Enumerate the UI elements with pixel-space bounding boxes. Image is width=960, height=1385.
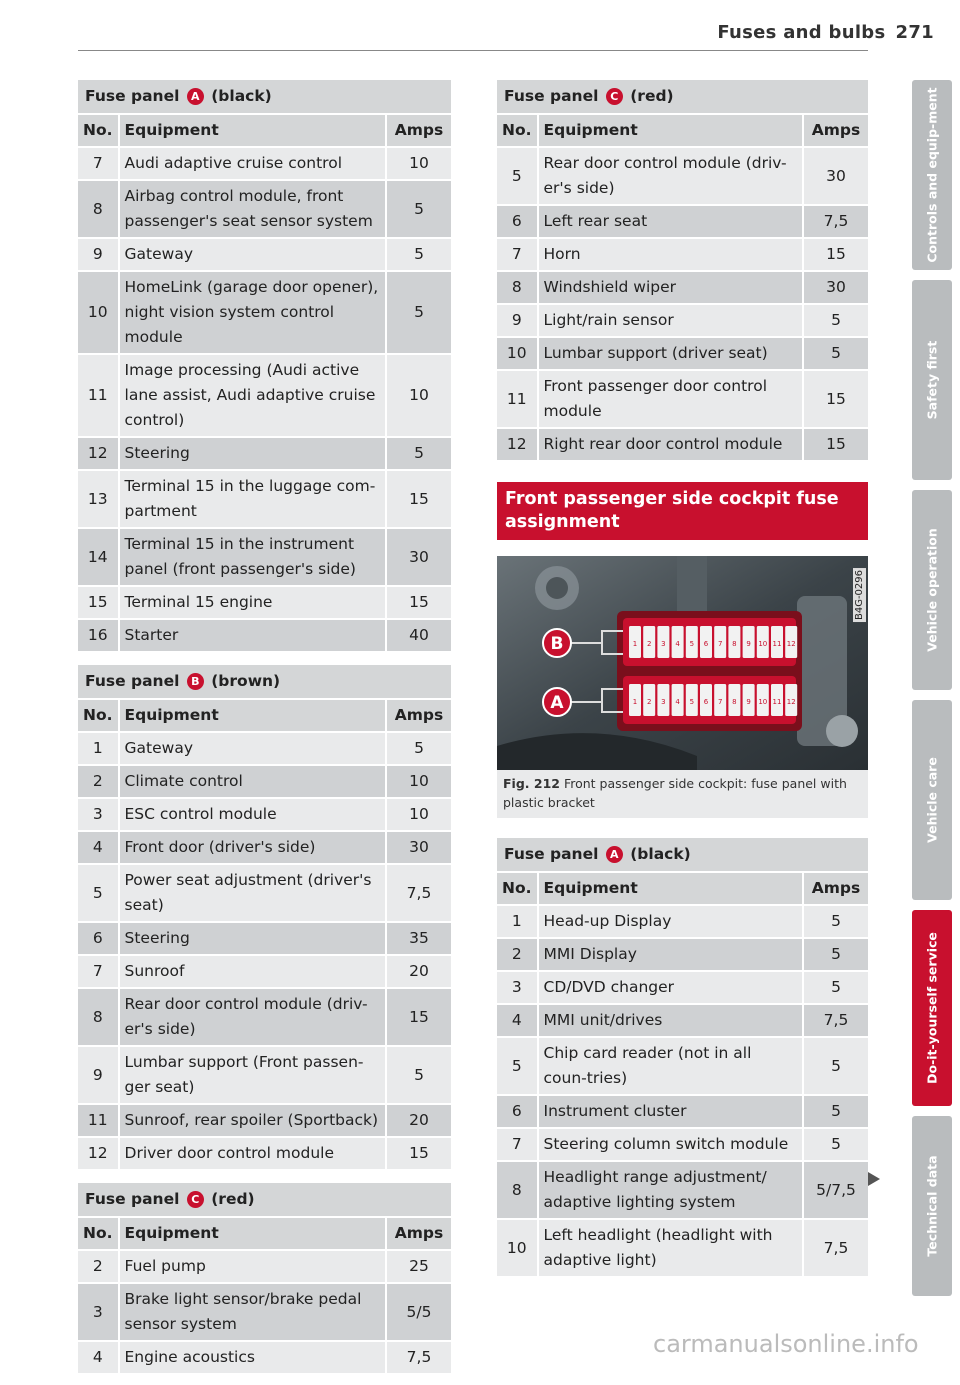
cell-equipment: Left rear seat xyxy=(539,206,804,237)
table-row xyxy=(497,148,868,204)
chapter-tab[interactable] xyxy=(912,700,952,900)
table-row xyxy=(78,766,451,797)
cell-equipment: Rear door control module (driv-er's side) xyxy=(120,989,387,1045)
fuse-slot-number: 6 xyxy=(703,698,709,706)
fuse-panel-figure xyxy=(497,556,868,770)
watermark: carmanualsonline.info xyxy=(653,1330,919,1358)
cell-no: 8 xyxy=(497,272,539,303)
page-header xyxy=(0,0,960,60)
column-header-no: No. xyxy=(497,115,539,146)
cell-amps: 30 xyxy=(387,832,451,863)
cell-no: 12 xyxy=(497,429,539,460)
caption-color: (black) xyxy=(630,845,691,863)
figure-caption xyxy=(497,770,868,818)
table-row xyxy=(78,148,451,179)
cell-equipment: Horn xyxy=(539,239,804,270)
cell-equipment: CD/DVD changer xyxy=(539,972,804,1003)
continue-arrow-icon xyxy=(868,1172,880,1186)
cell-equipment: Climate control xyxy=(120,766,387,797)
cell-amps: 5 xyxy=(387,272,451,353)
cell-equipment: Sunroof, rear spoiler (Sportback) xyxy=(120,1105,387,1136)
caption-color: (red) xyxy=(630,87,674,105)
column-header-no: No. xyxy=(78,115,120,146)
fuse-slot-number: 1 xyxy=(632,698,638,706)
table-caption xyxy=(497,80,868,113)
chapter-tab-label: Vehicle operation xyxy=(924,528,940,652)
cell-amps: 25 xyxy=(387,1251,451,1282)
cell-no: 15 xyxy=(78,587,120,618)
fuse-slot-number: 4 xyxy=(675,698,680,706)
cell-equipment: Light/rain sensor xyxy=(539,305,804,336)
fuse-table xyxy=(497,78,868,462)
cell-equipment: Front door (driver's side) xyxy=(120,832,387,863)
table-row xyxy=(497,939,868,970)
figure-caption-label: Fig. 212 xyxy=(503,776,560,791)
cell-no: 9 xyxy=(78,1047,120,1103)
right-column xyxy=(497,78,868,1288)
column-header-equipment: Equipment xyxy=(120,1218,387,1249)
cell-no: 2 xyxy=(497,939,539,970)
table-row xyxy=(497,1005,868,1036)
cell-amps: 30 xyxy=(804,148,868,204)
cell-amps: 15 xyxy=(387,471,451,527)
cell-no: 3 xyxy=(497,972,539,1003)
caption-text: Fuse panel xyxy=(504,845,599,863)
table-row xyxy=(497,429,868,460)
cell-amps: 10 xyxy=(387,355,451,436)
fuse-table xyxy=(78,78,451,653)
panel-letter-badge: C xyxy=(606,88,623,105)
fuse-slot-number: 8 xyxy=(732,698,737,706)
cell-equipment: Headlight range adjustment/ adaptive lighting system xyxy=(539,1162,804,1218)
caption-color: (red) xyxy=(211,1190,255,1208)
cell-amps: 5 xyxy=(804,338,868,369)
fuse-table-c-red xyxy=(78,1181,451,1375)
table-row xyxy=(497,371,868,427)
cell-amps: 5 xyxy=(804,1096,868,1127)
cell-amps: 7,5 xyxy=(804,206,868,237)
fuse-slot-number: 10 xyxy=(758,698,768,706)
table-row xyxy=(497,1220,868,1276)
fuse-slot-number: 7 xyxy=(717,640,723,648)
table-row xyxy=(78,1047,451,1103)
cell-no: 5 xyxy=(497,148,539,204)
table-row xyxy=(497,1162,868,1218)
cell-no: 7 xyxy=(497,239,539,270)
cell-no: 8 xyxy=(78,989,120,1045)
cell-no: 10 xyxy=(78,272,120,353)
cell-no: 6 xyxy=(497,206,539,237)
cell-equipment: Image processing (Audi active lane assist, Audi adaptive cruise control) xyxy=(120,355,387,436)
table-row xyxy=(78,239,451,270)
table-row xyxy=(78,355,451,436)
table-row xyxy=(78,181,451,237)
fuse-slot-number: 2 xyxy=(646,640,652,648)
cell-amps: 30 xyxy=(804,272,868,303)
cell-equipment: Terminal 15 in the instrument panel (front passenger's side) xyxy=(120,529,387,585)
fuse-slot-number: 11 xyxy=(772,640,782,648)
cell-equipment: Rear door control module (driv-er's side) xyxy=(539,148,804,204)
fuse-slot-number: 12 xyxy=(786,640,796,648)
cell-no: 7 xyxy=(78,956,120,987)
cell-amps: 10 xyxy=(387,766,451,797)
table-row xyxy=(78,471,451,527)
cell-equipment: Instrument cluster xyxy=(539,1096,804,1127)
fuse-slot-number: 7 xyxy=(717,698,723,706)
table-row xyxy=(78,1105,451,1136)
chapter-tab-label: Vehicle care xyxy=(924,757,940,843)
table-row xyxy=(78,620,451,651)
table-row xyxy=(78,989,451,1045)
table-row xyxy=(497,1038,868,1094)
cell-no: 4 xyxy=(78,1342,120,1373)
cell-equipment: Engine acoustics xyxy=(120,1342,387,1373)
fuse-slot-number: 1 xyxy=(632,640,638,648)
cell-no: 9 xyxy=(78,239,120,270)
figure-code: B4G-0296 xyxy=(854,570,865,621)
column-header-equipment: Equipment xyxy=(539,115,804,146)
cell-amps: 20 xyxy=(387,956,451,987)
cell-no: 7 xyxy=(78,148,120,179)
cell-equipment: Front passenger door control module xyxy=(539,371,804,427)
cell-equipment: Gateway xyxy=(120,239,387,270)
fuse-table-a-black xyxy=(78,78,451,653)
cell-amps: 7,5 xyxy=(387,865,451,921)
column-header-amps: Amps xyxy=(387,1218,451,1249)
fuse-slot-number: 6 xyxy=(703,640,709,648)
cell-amps: 15 xyxy=(387,989,451,1045)
cell-amps: 5 xyxy=(387,733,451,764)
cell-equipment: Starter xyxy=(120,620,387,651)
header-title: Fuses and bulbs xyxy=(717,22,886,43)
chapter-tab-label: Technical data xyxy=(924,1155,940,1257)
cell-no: 5 xyxy=(497,1038,539,1094)
page-number: 271 xyxy=(895,22,934,43)
header-title-block xyxy=(717,22,934,43)
table-row xyxy=(78,438,451,469)
section-heading: Front passenger side cockpit fuse assignment xyxy=(497,482,868,540)
cell-amps: 7,5 xyxy=(387,1342,451,1373)
cell-equipment: Lumbar support (Front passen-ger seat) xyxy=(120,1047,387,1103)
cell-equipment: Head-up Display xyxy=(539,906,804,937)
cell-amps: 7,5 xyxy=(804,1005,868,1036)
cell-equipment: Terminal 15 engine xyxy=(120,587,387,618)
cell-equipment: Right rear door control module xyxy=(539,429,804,460)
chapter-tab-label: Controls and equip-ment xyxy=(924,87,940,263)
table-row xyxy=(78,1284,451,1340)
table-row xyxy=(497,239,868,270)
cell-equipment: Left headlight (headlight with adaptive light) xyxy=(539,1220,804,1276)
cell-no: 12 xyxy=(78,1138,120,1169)
table-row xyxy=(497,272,868,303)
callout-b-label: B xyxy=(550,634,564,654)
cell-no: 14 xyxy=(78,529,120,585)
fuse-table-c-red-continued xyxy=(497,78,868,462)
cell-no: 4 xyxy=(78,832,120,863)
cell-amps: 15 xyxy=(804,429,868,460)
cell-no: 11 xyxy=(497,371,539,427)
fuse-table xyxy=(497,836,868,1278)
cell-equipment: Steering xyxy=(120,923,387,954)
cell-equipment: Driver door control module xyxy=(120,1138,387,1169)
column-header-no: No. xyxy=(497,873,539,904)
fuse-slot-number: 9 xyxy=(746,640,751,648)
fuse-slot-number: 10 xyxy=(758,640,768,648)
fuse-slot-number: 3 xyxy=(661,698,666,706)
fuse-slot-number: 3 xyxy=(661,640,666,648)
caption-color: (black) xyxy=(211,87,272,105)
cell-amps: 5 xyxy=(387,1047,451,1103)
cell-equipment: Airbag control module, front passenger's seat sensor system xyxy=(120,181,387,237)
cell-equipment: Brake light sensor/brake pedal sensor system xyxy=(120,1284,387,1340)
table-caption xyxy=(497,838,868,871)
chapter-tab-label: Do-it-yourself service xyxy=(924,932,940,1084)
cell-equipment: Terminal 15 in the luggage com-partment xyxy=(120,471,387,527)
cell-amps: 10 xyxy=(387,148,451,179)
fuse-slot-number: 11 xyxy=(772,698,782,706)
column-header-equipment: Equipment xyxy=(120,700,387,731)
cell-amps: 5 xyxy=(387,438,451,469)
cell-no: 5 xyxy=(78,865,120,921)
table-row xyxy=(78,1342,451,1373)
fuse-panel-photo-illustration xyxy=(497,556,868,770)
table-caption xyxy=(78,80,451,113)
fuse-slot-number: 5 xyxy=(689,640,695,648)
panel-letter-badge: A xyxy=(606,846,623,863)
chapter-tab[interactable] xyxy=(912,910,952,1106)
figure-caption-text: Front passenger side cockpit: fuse panel with plastic bracket xyxy=(503,776,847,810)
cell-no: 4 xyxy=(497,1005,539,1036)
column-header-no: No. xyxy=(78,1218,120,1249)
column-header-amps: Amps xyxy=(804,115,868,146)
table-row xyxy=(78,865,451,921)
caption-text: Fuse panel xyxy=(504,87,599,105)
column-header-amps: Amps xyxy=(387,700,451,731)
cell-no: 11 xyxy=(78,355,120,436)
cell-no: 2 xyxy=(78,1251,120,1282)
cell-no: 1 xyxy=(497,906,539,937)
caption-color: (brown) xyxy=(211,672,281,690)
cell-amps: 5 xyxy=(387,239,451,270)
table-row xyxy=(78,799,451,830)
cell-no: 7 xyxy=(497,1129,539,1160)
table-row xyxy=(78,733,451,764)
table-caption xyxy=(78,1183,451,1216)
cell-amps: 15 xyxy=(804,239,868,270)
cell-equipment: Chip card reader (not in all coun-tries) xyxy=(539,1038,804,1094)
column-header-amps: Amps xyxy=(387,115,451,146)
cell-amps: 5 xyxy=(804,305,868,336)
caption-text: Fuse panel xyxy=(85,1190,180,1208)
fuse-table-b-brown xyxy=(78,663,451,1171)
cell-no: 12 xyxy=(78,438,120,469)
callout-a-label: A xyxy=(550,693,564,713)
table-row xyxy=(78,1251,451,1282)
cell-equipment: Audi adaptive cruise control xyxy=(120,148,387,179)
column-header-equipment: Equipment xyxy=(120,115,387,146)
table-row xyxy=(78,1138,451,1169)
table-row xyxy=(497,305,868,336)
column-header-no: No. xyxy=(78,700,120,731)
cell-equipment: HomeLink (garage door opener), night vision system control module xyxy=(120,272,387,353)
table-row xyxy=(497,972,868,1003)
chapter-tab[interactable] xyxy=(912,80,952,270)
cell-equipment: Windshield wiper xyxy=(539,272,804,303)
chapter-tab[interactable] xyxy=(912,490,952,690)
cell-equipment: MMI Display xyxy=(539,939,804,970)
cell-equipment: MMI unit/drives xyxy=(539,1005,804,1036)
cell-no: 3 xyxy=(78,1284,120,1340)
chapter-tab[interactable] xyxy=(912,1116,952,1296)
table-row xyxy=(497,906,868,937)
cell-equipment: Lumbar support (driver seat) xyxy=(539,338,804,369)
table-row xyxy=(497,338,868,369)
cell-amps: 35 xyxy=(387,923,451,954)
table-row xyxy=(497,1129,868,1160)
cell-equipment: Fuel pump xyxy=(120,1251,387,1282)
table-row xyxy=(78,587,451,618)
cell-equipment: Steering xyxy=(120,438,387,469)
cell-amps: 15 xyxy=(387,587,451,618)
cell-no: 11 xyxy=(78,1105,120,1136)
cell-amps: 5 xyxy=(387,181,451,237)
cell-amps: 40 xyxy=(387,620,451,651)
cell-amps: 7,5 xyxy=(804,1220,868,1276)
fuse-table xyxy=(78,663,451,1171)
cell-amps: 5/7,5 xyxy=(804,1162,868,1218)
chapter-tab-label: Safety first xyxy=(924,340,940,420)
cell-equipment: ESC control module xyxy=(120,799,387,830)
cell-no: 10 xyxy=(497,1220,539,1276)
cell-no: 6 xyxy=(497,1096,539,1127)
fuse-slot-number: 2 xyxy=(646,698,652,706)
cell-amps: 5/5 xyxy=(387,1284,451,1340)
cell-no: 10 xyxy=(497,338,539,369)
cell-amps: 10 xyxy=(387,799,451,830)
panel-letter-badge: C xyxy=(187,1191,204,1208)
cell-amps: 30 xyxy=(387,529,451,585)
cell-no: 6 xyxy=(78,923,120,954)
fuse-slot-number: 5 xyxy=(689,698,695,706)
cell-amps: 5 xyxy=(804,1038,868,1094)
left-column xyxy=(78,78,451,1385)
table-row xyxy=(497,206,868,237)
cell-equipment: Steering column switch module xyxy=(539,1129,804,1160)
fuse-slot-number: 9 xyxy=(746,698,751,706)
column-header-equipment: Equipment xyxy=(539,873,804,904)
cell-no: 16 xyxy=(78,620,120,651)
caption-text: Fuse panel xyxy=(85,87,180,105)
panel-letter-badge: B xyxy=(187,673,204,690)
cell-no: 13 xyxy=(78,471,120,527)
cell-equipment: Gateway xyxy=(120,733,387,764)
table-caption xyxy=(78,665,451,698)
cell-no: 8 xyxy=(497,1162,539,1218)
cell-no: 2 xyxy=(78,766,120,797)
table-row xyxy=(78,923,451,954)
table-row xyxy=(497,1096,868,1127)
fuse-slot-number: 8 xyxy=(732,640,737,648)
fuse-table-a-black-cockpit xyxy=(497,836,868,1278)
cell-no: 8 xyxy=(78,181,120,237)
fuse-table xyxy=(78,1181,451,1375)
column-header-amps: Amps xyxy=(804,873,868,904)
table-row xyxy=(78,832,451,863)
cell-no: 3 xyxy=(78,799,120,830)
panel-letter-badge: A xyxy=(187,88,204,105)
header-rule xyxy=(78,50,868,51)
fuse-slot-number: 12 xyxy=(786,698,796,706)
cell-no: 1 xyxy=(78,733,120,764)
cell-no: 9 xyxy=(497,305,539,336)
cell-amps: 5 xyxy=(804,1129,868,1160)
table-row xyxy=(78,272,451,353)
caption-text: Fuse panel xyxy=(85,672,180,690)
cell-equipment: Sunroof xyxy=(120,956,387,987)
cell-amps: 20 xyxy=(387,1105,451,1136)
cell-amps: 15 xyxy=(804,371,868,427)
cell-amps: 5 xyxy=(804,939,868,970)
cell-equipment: Power seat adjustment (driver's seat) xyxy=(120,865,387,921)
chapter-tab[interactable] xyxy=(912,280,952,480)
table-row xyxy=(78,956,451,987)
fuse-slot-number: 4 xyxy=(675,640,680,648)
cell-amps: 5 xyxy=(804,906,868,937)
cell-amps: 5 xyxy=(804,972,868,1003)
table-row xyxy=(78,529,451,585)
cell-amps: 15 xyxy=(387,1138,451,1169)
